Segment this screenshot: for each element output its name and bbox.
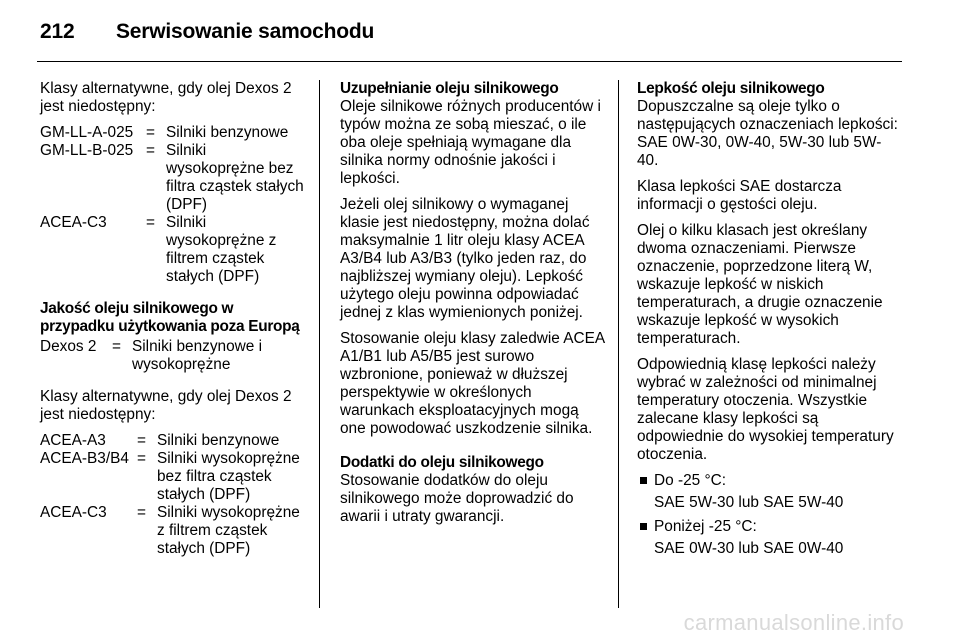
intro-paragraph-1: Klasy alternatywne, gdy olej Dexos 2 jest niedostępny: [40,80,292,115]
spec-key: GM-LL-A-025 [40,124,134,141]
column-divider-1 [319,80,320,608]
spec-value: Silniki wysokoprężne z filtrem cząstek stałych (DPF) [166,214,277,285]
bullet-square-icon [640,477,647,484]
spec-key: ACEA-A3 [40,432,106,449]
column-3 [637,80,901,564]
paragraph: Olej o kilku klasach jest określany dwoma oznaczeniami. Pierwsze oznaczenie, poprzedzone literą W, wskazuje lepkość w niskich temperaturach, a drugie oznaczenie wskazuje lepkość w wysokich temperaturach. [637,222,883,347]
intro-paragraph-2: Klasy alternatywne, gdy olej Dexos 2 jest niedostępny: [40,388,292,423]
paragraph: Oleje silnikowe różnych producentów i typów można ze sobą mieszać, o ile oba oleje spełniają wymagane dla silnika normy odnośnie jakości i lepkości. [340,98,601,187]
spec-value: Silniki benzynowe [157,432,280,449]
list-item-value: SAE 5W-30 lub SAE 5W-40 [654,494,844,511]
watermark: carmanualsonline.info [683,610,904,635]
header-rule [37,61,902,62]
section-heading: Uzupełnianie oleju silnikowego [340,80,559,97]
list-item-label: Do -25 °C: [654,472,727,489]
spec-value: Silniki benzynowe i wysokoprężne [132,338,263,373]
spec-value: Silniki wysokoprężne z filtrem cząstek stałych (DPF) [157,504,300,557]
spec-equals: = [137,432,146,449]
spec-key: Dexos 2 [40,338,97,355]
spec-value: Silniki wysokoprężne bez filtra cząstek stałych (DPF) [157,450,300,503]
bullet-square-icon [640,523,647,530]
paragraph: Stosowanie oleju klasy zaledwie ACEA A1/B1 lub A5/B5 jest surowo wzbronione, ponieważ w dłuższej perspektywie w określonych warunkach eksploatacyjnych mogą one powodować uszkodzenie silnika. [340,330,605,437]
spec-value: Silniki wysokoprężne bez filtra cząstek stałych (DPF) [166,142,304,213]
section-heading: Jakość oleju silnikowego w przypadku użytkowania poza Europą [40,300,300,335]
spec-equals: = [137,450,146,467]
section-heading: Dodatki do oleju silnikowego [340,454,544,471]
page-number: 212 [40,20,75,43]
list-item-value: SAE 0W-30 lub SAE 0W-40 [654,540,844,557]
spec-key: ACEA-C3 [40,214,107,231]
spec-equals: = [112,338,121,355]
spec-equals: = [146,142,155,159]
spec-table-3 [40,432,308,558]
column-2 [340,80,606,534]
paragraph: Jeżeli olej silnikowy o wymaganej klasie jest niedostępny, można dolać maksymalnie 1 litr oleju klasy ACEA A3/B4 lub A3/B3 (tylko jeden raz, do najbliższej wymiany oleju). Lepkość użytego oleju powinna odpowiadać jednej z klas wymienionych poniżej. [340,196,590,321]
spec-key: ACEA-C3 [40,504,107,521]
list-item [637,472,901,490]
paragraph: Stosowanie dodatków do oleju silnikowego może doprowadzić do awarii i utraty gwarancji. [340,472,574,525]
paragraph: Odpowiednią klasę lepkości należy wybrać w zależności od minimalnej temperatury otoczenia. Wszystkie zalecane klasy lepkości są odpowiednie do wysokiej temperatury otoczenia. [637,356,894,463]
spec-key: ACEA-B3/B4 [40,450,129,467]
list-item-label: Poniżej -25 °C: [654,518,757,535]
column-1 [40,80,308,572]
spec-table-1 [40,124,308,286]
page-header [40,20,374,44]
paragraph: Klasa lepkości SAE dostarcza informacji o gęstości oleju. [637,178,842,213]
spec-table-2 [40,338,308,374]
spec-equals: = [146,124,155,141]
column-divider-2 [618,80,619,608]
spec-equals: = [137,504,146,521]
list-item [637,518,901,536]
spec-equals: = [146,214,155,231]
section-heading: Lepkość oleju silnikowego [637,80,825,97]
spec-value: Silniki benzynowe [166,124,289,141]
spec-key: GM-LL-B-025 [40,142,134,159]
page-title: Serwisowanie samochodu [116,20,375,43]
paragraph: Dopuszczalne są oleje tylko o następujących oznaczeniach lepkości: SAE 0W-30, 0W-40, 5W-30 lub 5W-40. [637,98,898,169]
